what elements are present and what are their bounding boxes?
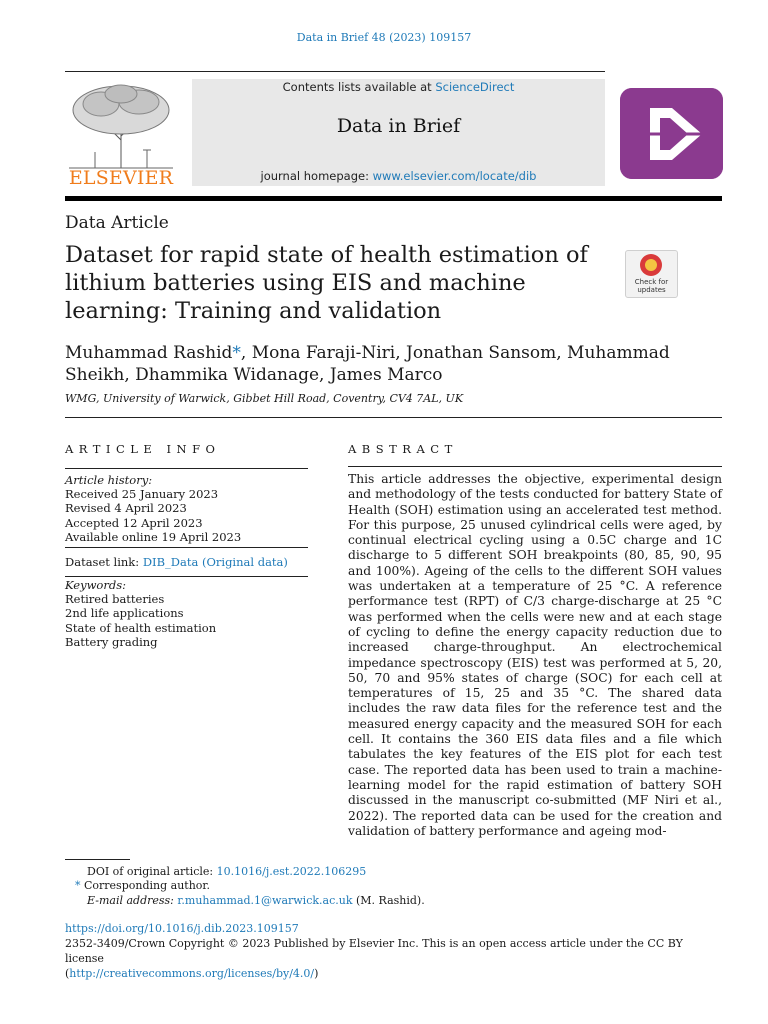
article-title: Dataset for rapid state of health estimation of lithium batteries using EIS and machine learning: Training and validation [65, 242, 588, 324]
footnote-rule [65, 859, 130, 860]
keyword-item: 2nd life applications [65, 606, 184, 621]
email-link[interactable]: r.muhammad.1@warwick.ac.uk [177, 894, 353, 907]
accepted-date: Accepted 12 April 2023 [65, 515, 203, 530]
header-rule [65, 417, 722, 418]
crossmark-inner-icon [645, 259, 657, 271]
journal-title: Data in Brief [336, 115, 461, 137]
journal-homepage [192, 169, 605, 183]
author-list [65, 342, 685, 386]
article-info-rule [65, 468, 308, 469]
email-footnote [87, 894, 425, 908]
article-info-heading: ARTICLE INFO [65, 442, 221, 456]
data-in-brief-logo [620, 88, 723, 179]
received-date: Received 25 January 2023 [65, 487, 219, 502]
email-suffix: (M. Rashid). [352, 894, 425, 907]
corresponding-author-marker[interactable]: * [232, 343, 241, 363]
running-head: Data in Brief 48 (2023) 109157 [296, 31, 472, 44]
license-open: ( [65, 967, 70, 980]
masthead-thick-rule [65, 196, 722, 201]
dataset-link[interactable]: DIB_Data (Original data) [142, 555, 288, 569]
history-label: Article history: [65, 473, 153, 487]
abstract-rule [348, 466, 722, 467]
article-history [65, 473, 308, 544]
article-type: Data Article [65, 213, 169, 233]
contents-line [192, 80, 605, 94]
sciencedirect-link[interactable]: ScienceDirect [435, 80, 515, 94]
article-doi-link[interactable]: https://doi.org/10.1016/j.dib.2023.109157 [65, 922, 299, 935]
keyword-item: Retired batteries [65, 592, 165, 607]
revised-date: Revised 4 April 2023 [65, 501, 187, 516]
license-close: ) [314, 967, 319, 980]
keywords-label: Keywords: [65, 578, 126, 592]
history-rule [65, 547, 308, 548]
keywords-block [65, 578, 308, 649]
corresponding-footnote [75, 879, 210, 893]
corresponding-label: Corresponding author. [80, 879, 210, 892]
keyword-item: Battery grading [65, 634, 158, 649]
online-date: Available online 19 April 2023 [65, 529, 242, 544]
top-rule [65, 71, 605, 72]
dataset-rule [65, 576, 308, 577]
abstract-body: This article addresses the objective, experimental design and methodology of the tests conducted for battery State of Health (SOH) estimation using an accelerated test method. For this purpose, 25 unused cylindrical cells were aged, by continual electrical cycling using a 0.5C charge and 1C discharge to 5 different SOH breakpoints (80, 85, 90, 95 and 100%). Ageing of the cells to the different SOH values was undertaken at a temperature of 25 °C. A reference performance test (RPT) of C/3 charge-discharge at 25 °C was performed when the cells were new and at each stage of cycling to define the energy capacity reduction due to increased charge-throughput. An electrochemical impedance spectroscopy (EIS) test was performed at 5, 20, 50, 70 and 95% states of charge (SOC) for each cell at temperatures of 15, 25 and 35 °C. The shared data includes the raw data files for the reference test and the measured energy capacity and the measured SOH for each cell. It contains the 360 EIS data files and a file which tabulates the key features of the EIS plot for each test case. The reported data has been used to train a machine-learning model for the rapid estimation of battery SOH discussed in the manuscript co-submitted (MF Niri et al., 2022). The reported data can be used for the creation and validation of battery performance and ageing mod- [348, 472, 722, 838]
abstract-heading: ABSTRACT [348, 442, 458, 456]
dataset-label: Dataset link: [65, 555, 143, 569]
homepage-link[interactable]: www.elsevier.com/locate/dib [372, 169, 537, 183]
crossmark-icon [640, 254, 662, 276]
elsevier-wordmark: ELSEVIER [68, 167, 174, 189]
crossmark-label: Check for updates [634, 278, 669, 294]
homepage-prefix: journal homepage: [260, 169, 373, 183]
footnote-star: * [75, 879, 81, 892]
dataset-link-line [65, 555, 308, 569]
original-doi-footnote [87, 865, 366, 879]
check-for-updates-badge[interactable] [625, 250, 678, 298]
doi-label: DOI of original article: [87, 865, 217, 878]
copyright-line: 2352-3409/Crown Copyright © 2023 Published by Elsevier Inc. This is an open access article under the CC BY license [65, 937, 683, 965]
original-doi-link[interactable]: 10.1016/j.est.2022.106295 [216, 865, 367, 878]
license-link[interactable]: http://creativecommons.org/licenses/by/4.0/ [69, 967, 315, 980]
contents-prefix: Contents lists available at [282, 80, 436, 94]
license-line [65, 966, 722, 981]
first-author: Muhammad Rashid [65, 343, 233, 363]
email-label: E-mail address: [87, 894, 178, 907]
bottom-block [65, 921, 722, 981]
affiliation: WMG, University of Warwick, Gibbet Hill Road, Coventry, CV4 7AL, UK [65, 392, 464, 405]
co-authors: , Mona Faraji-Niri, Jonathan Sansom, Muhammad Sheikh, Dhammika Widanage, James Marco [65, 343, 670, 385]
keyword-item: State of health estimation [65, 620, 217, 635]
